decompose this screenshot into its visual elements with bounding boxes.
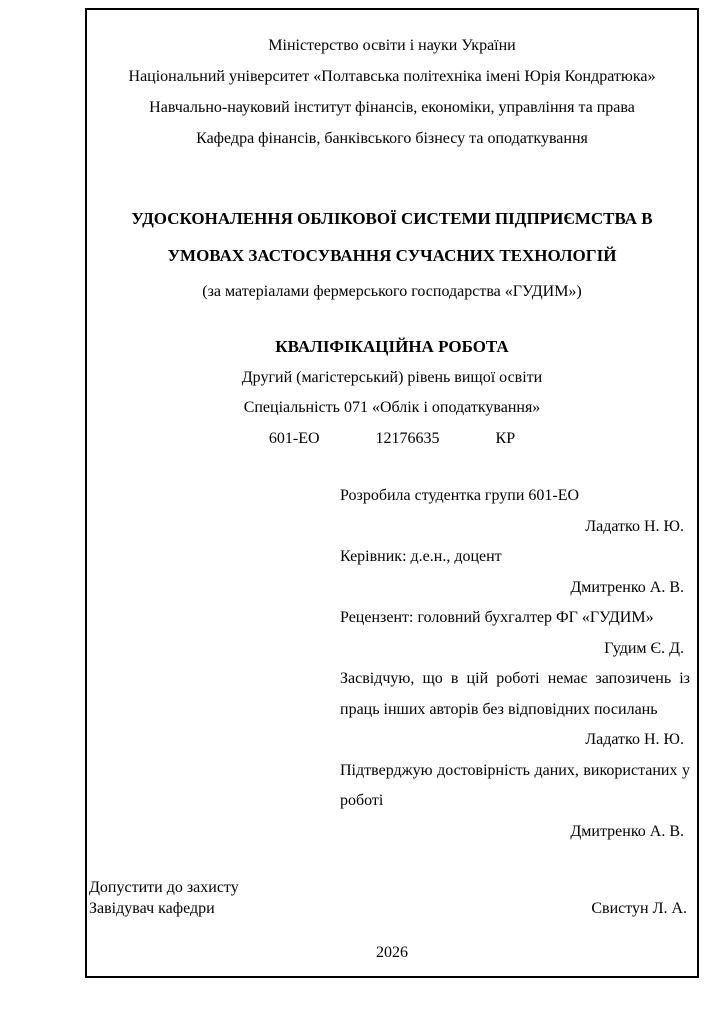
data-confirmation-name: Дмитренко А. В.: [570, 822, 684, 840]
department-line: Кафедра фінансів, банківського бізнесу та оподаткування: [196, 130, 588, 147]
institution-header: [87, 30, 697, 154]
degree-level: Другий (магістерський) рівень вищої освіти: [241, 368, 543, 386]
department-head-row: [89, 898, 697, 919]
ministry-line: Міністерство освіти і науки України: [268, 37, 516, 54]
author-name: Ладатко Н. Ю.: [585, 517, 684, 535]
work-number: 12176635: [375, 429, 440, 447]
reviewer-name: Гудим Є. Д.: [604, 639, 684, 657]
work-type: КВАЛІФІКАЦІЙНА РОБОТА: [275, 337, 509, 356]
work-info-block: [87, 332, 697, 454]
year: 2026: [376, 944, 408, 961]
specialty-line: Спеціальність 071 «Облік і оподаткування»: [243, 399, 541, 416]
supervisor-label: Керівник: д.е.н., доцент: [340, 548, 502, 565]
approval-line: Допустити до захисту: [89, 879, 239, 896]
originality-statement: Засвідчую, що в цій роботі немає запозичень із праць інших авторів без відповідних посилань: [340, 670, 690, 718]
originality-name: Ладатко Н. Ю.: [585, 731, 684, 748]
page-border: [85, 8, 699, 978]
group-code: 601-ЕО: [268, 429, 320, 447]
data-confirmation-statement: Підтверджую достовірність даних, використаних у роботі: [340, 761, 690, 809]
institute-line: Навчально-науковий інститут фінансів, економіки, управління та права: [149, 99, 635, 116]
approval-block: [87, 877, 697, 919]
department-head-label: Завідувач кафедри: [89, 900, 215, 917]
thesis-title: УДОСКОНАЛЕННЯ ОБЛІКОВОЇ СИСТЕМИ ПІДПРИЄМСТВА В УМОВАХ ЗАСТОСУВАННЯ СУЧАСНИХ ТЕХНОЛОГІЙ: [131, 209, 653, 265]
supervisor-name: Дмитренко А. В.: [570, 578, 684, 596]
university-line: Національний університет «Полтавська політехніка імені Юрія Кондратюка»: [128, 68, 656, 85]
author-label: Розробила студентка групи 601-ЕО: [340, 487, 580, 504]
thesis-subtitle: (за матеріалами фермерського господарства «ГУДИМ»): [202, 283, 582, 300]
department-head-name: Свистун Л. А.: [591, 900, 687, 917]
signatures-block: [340, 481, 690, 847]
reviewer-label: Рецензент: головний бухгалтер ФГ «ГУДИМ»: [340, 609, 654, 626]
codes-line: [87, 424, 697, 455]
title-block: [87, 200, 697, 310]
work-abbr: КР: [495, 429, 516, 447]
